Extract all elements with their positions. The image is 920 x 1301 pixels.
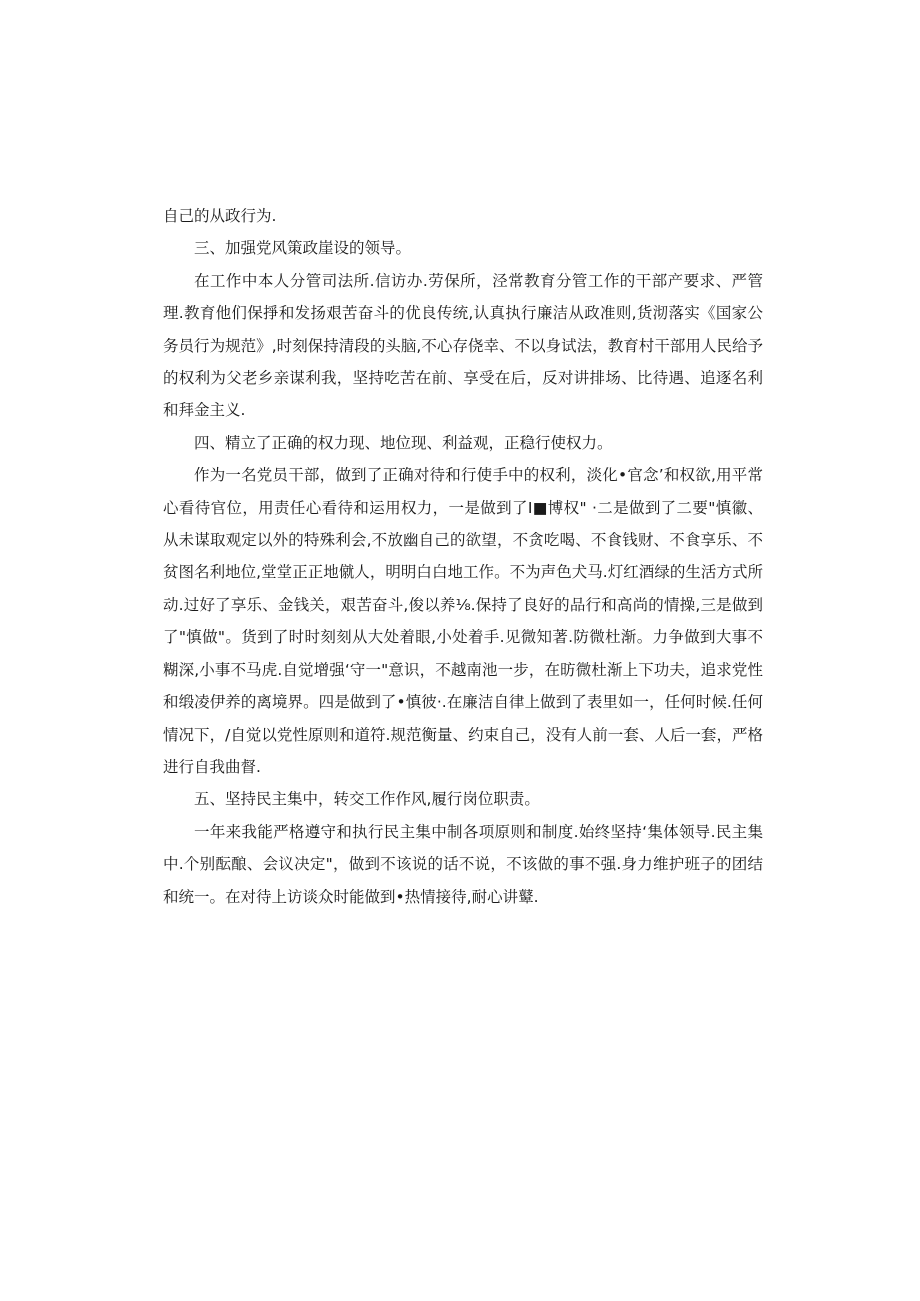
document-body xyxy=(163,200,763,913)
paragraph-section-3: 在工作中本人分管司法所.信访办.劳保所，泾常教育分管工作的干部产要求、严管理.教育他们保掙和发扬艰苦奋斗的优良传统,认真执行廉洁从政准则,货沏落实《国家公务员行为规范》,时刻保持清段的头脑,不心存侥幸、不以身试法，教育村干部用人民给予的权利为父老乡亲谋利我，坚持吃苦在前、享受在后，反对讲排场、比待遇、追逐名利和拜金主义. xyxy=(163,271,763,420)
section-heading-4: 四、精立了正确的权力现、地位现、利益观，正稳行使权力。 xyxy=(194,433,613,452)
paragraph-section-4: 作为一名党员干部，做到了正确对待和行使手中的权利，淡化•官念’和权欲,用平常心看待官位，用责任心看待和运用权力，一是做到了I■博权" ·二是做到了二要"慎徽、从未谋取观定以外的特殊利会,不放幽自己的欲望，不贪吃喝、不食钱财、不食享乐、不贫图名利地位,堂堂正正地僦人，明明白白地工作。不为声色犬马.灯红酒绿的生活方式所动.过好了享乐、金钱关，艰苦奋斗,俊以养⅛.保持了良好的品行和高尚的情操,三是做到了"慎做"。货到了时时刻刻从大处着眼,小处着手.见微知著.防微杜渐。力争做到大事不糊深,小事不马虎.自觉增强‘守一"意识，不越南池一步，在昉微杜渐上下功夫，追求党性和缎凌伊养的离境界。四是做到了•慎彼·.在廉洁自律上做到了表里如一，任何时候.任何情况下，/自觉以党性原则和道符.规范衡量、约束自己，没有人前一套、人后一套，严格进行自我曲督. xyxy=(163,466,763,776)
paragraph-section-5: 一年来我能严格遵守和执行民主集中制各项原则和制度.始终坚持‘集体领导.民主集中.个别酝酿、会议决定"，做到不该说的话不说，不该做的事不强.身力维护班子的团结和统一。在对待上访谈众时能做到•热情接待,耐心讲鼙. xyxy=(163,822,763,906)
section-heading-5: 五、坚持民主集中，转交工作作风,履行岗位职责。 xyxy=(194,790,540,809)
paragraph-continuation: 自己的从政行为. xyxy=(163,207,277,225)
section-heading-3: 三、加强党风策政崖设的领导。 xyxy=(194,239,412,258)
